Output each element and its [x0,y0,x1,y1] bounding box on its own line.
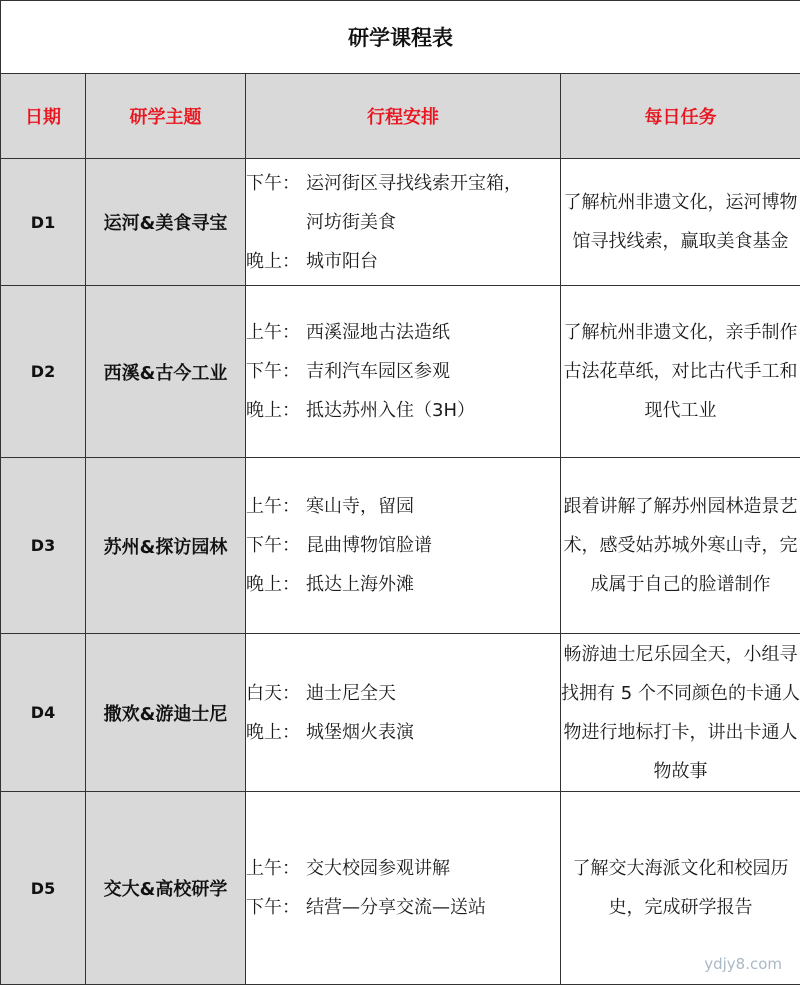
itinerary-activity: 交大校园参观讲解 [306,858,450,879]
table-row [1,792,800,985]
itinerary-activity: 西溪湿地古法造纸 [306,322,450,343]
itinerary-cell [246,159,561,286]
title-row [1,1,800,74]
itinerary-time-label: 晚上： [246,250,300,272]
task-cell: 畅游迪士尼乐园全天，小组寻找拥有 5 个不同颜色的卡通人物进行地标打卡，讲出卡通人物故事 [561,634,800,792]
itinerary-cell [246,792,561,985]
header-task: 每日任务 [561,74,800,159]
itinerary-activity: 结营—分享交流—送站 [306,897,486,918]
itinerary-line [246,674,560,713]
header-itinerary: 行程安排 [246,74,561,159]
header-theme: 研学主题 [86,74,246,159]
itinerary-line [246,565,560,604]
itinerary-activity: 运河街区寻找线索开宝箱，河坊街美食 [306,172,522,233]
itinerary-line [246,242,560,281]
itinerary-time-label: 下午： [246,535,300,556]
itinerary-line [246,164,560,242]
itinerary-line [246,713,560,752]
theme-cell: 运河&美食寻宝 [86,159,246,286]
day-cell: D4 [1,634,86,792]
itinerary-time-label: 上午： [246,322,300,343]
itinerary-time-label: 上午： [246,496,300,517]
itinerary-time-label: 白天： [246,682,300,704]
itinerary-cell [246,286,561,458]
theme-cell: 西溪&古今工业 [86,286,246,458]
theme-cell: 交大&高校研学 [86,792,246,985]
day-cell: D5 [1,792,86,985]
task-cell: 了解交大海派文化和校园历史，完成研学报告 [561,792,800,985]
table-row [1,286,800,458]
itinerary-time-label: 晚上： [246,721,300,743]
table-row [1,159,800,286]
itinerary-activity: 抵达苏州入住（3H） [306,400,475,421]
itinerary-line [246,888,560,927]
header-date: 日期 [1,74,86,159]
itinerary-cell [246,458,561,634]
itinerary-line [246,313,560,352]
task-cell: 了解杭州非遗文化，运河博物馆寻找线索，赢取美食基金 [561,159,800,286]
day-cell: D3 [1,458,86,634]
table-row [1,458,800,634]
itinerary-cell [246,634,561,792]
header-row [1,74,800,159]
theme-cell: 苏州&探访园林 [86,458,246,634]
itinerary-line [246,352,560,391]
task-cell: 跟着讲解了解苏州园林造景艺术，感受姑苏城外寒山寺，完成属于自己的脸谱制作 [561,458,800,634]
itinerary-time-label: 下午： [246,172,300,194]
itinerary-activity: 抵达上海外滩 [306,574,414,595]
table-title: 研学课程表 [1,1,800,74]
task-cell: 了解杭州非遗文化，亲手制作古法花草纸，对比古代手工和现代工业 [561,286,800,458]
itinerary-activity: 城堡烟火表演 [306,721,414,743]
day-cell: D1 [1,159,86,286]
itinerary-line [246,487,560,526]
itinerary-line [246,849,560,888]
day-cell: D2 [1,286,86,458]
itinerary-activity: 吉利汽车园区参观 [306,361,450,382]
theme-cell: 撒欢&游迪士尼 [86,634,246,792]
itinerary-time-label: 晚上： [246,574,300,595]
itinerary-activity: 迪士尼全天 [306,682,396,704]
itinerary-activity: 城市阳台 [306,250,378,272]
itinerary-activity: 寒山寺，留园 [306,496,414,517]
itinerary-line [246,526,560,565]
itinerary-time-label: 晚上： [246,400,300,421]
itinerary-time-label: 下午： [246,361,300,382]
watermark: ydjy8.com [704,955,782,973]
itinerary-line [246,391,560,430]
itinerary-activity: 昆曲博物馆脸谱 [306,535,432,556]
itinerary-time-label: 上午： [246,858,300,879]
table-row [1,634,800,792]
itinerary-time-label: 下午： [246,897,300,918]
